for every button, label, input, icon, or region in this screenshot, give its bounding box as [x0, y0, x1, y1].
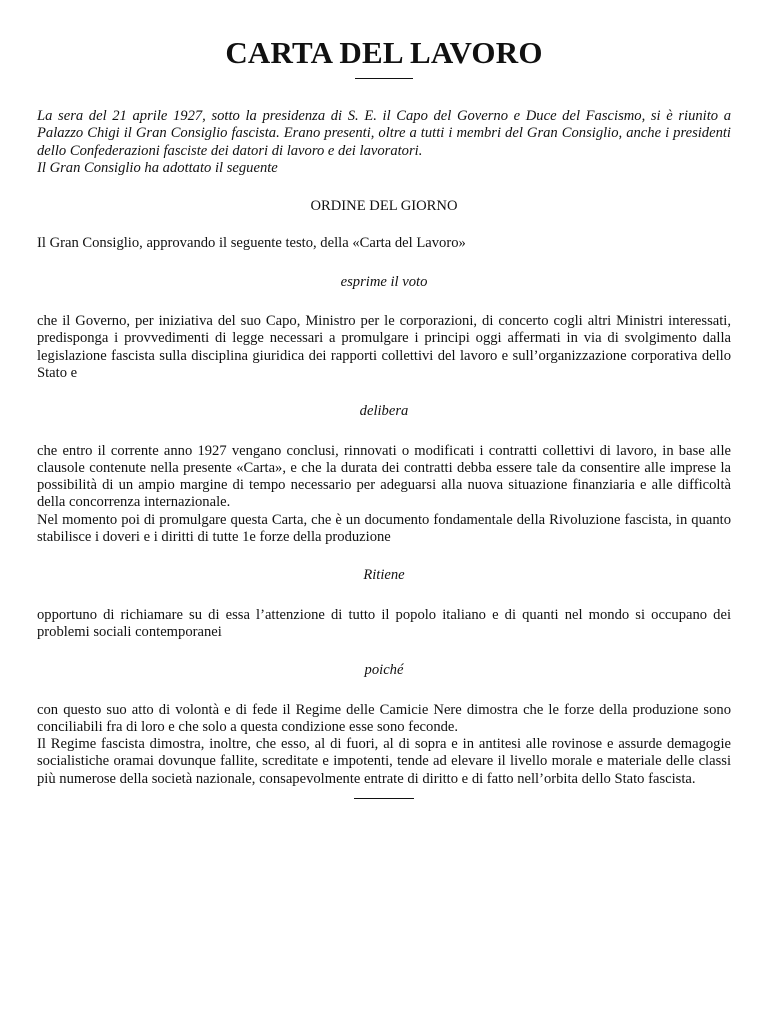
section-heading-poiche: poiché [364, 662, 404, 679]
section-heading-esprime: esprime il voto [340, 273, 428, 290]
section-paragraph: che entro il corrente anno 1927 vengano conclusi, rinnovati o modificati i contratti collettivi di lavoro, in base alle clausole contenute nella presente «Carta», e che la durata dei contratti debba essere tale da consentire alle imprese la possibilità di un ampio margine di tempo necessario per adeguarsi alla nuova situazione finanziaria e alle difficoltà della concorrenza internazionale. [37, 442, 731, 511]
section-paragraph: Nel momento poi di promulgare questa Carta, che è un documento fondamentale della Rivoluzione fascista, in quanto stabilisce i doveri e i diritti di tutte 1e forze della produzione [37, 511, 731, 546]
section-paragraph: con questo suo atto di volontà e di fede il Regime delle Camicie Nere dimostra che le forze della produzione sono conciliabili fra di loro e che solo a questa condizione esse sono feconde. [37, 701, 731, 735]
section-paragraph: opportuno di richiamare su di essa l’attenzione di tutto il popolo italiano e di quanti nel mondo si occupano dei problemi sociali contemporanei [37, 606, 731, 640]
document-page [37, 36, 731, 799]
intro-paragraph: Il Gran Consiglio ha adottato il seguente [37, 159, 278, 176]
closing-rule [354, 798, 414, 799]
section-paragraph: Il Regime fascista dimostra, inoltre, che esso, al di fuori, al di sopra e in antitesi alle rovinose e assurde demagogie socialistiche oramai dovunque fallite, screditate e impotenti, tende ad elevare il livello morale e materiale delle classi più numerose della società nazionale, consapevolmente entrate di diritto e di fatto nell’orbita dello Stato fascista. [37, 736, 731, 787]
order-of-day-heading: ORDINE DEL GIORNO [310, 198, 458, 215]
title-underline [355, 78, 413, 79]
approval-line: Il Gran Consiglio, approvando il seguente testo, della «Carta del Lavoro» [37, 235, 466, 252]
document-title: CARTA DEL LAVORO [225, 35, 543, 70]
section-paragraph: che il Governo, per iniziativa del suo Capo, Ministro per le corporazioni, di concerto cogli altri Ministri interessati, predisponga i provvedimenti di legge necessari a promulgare i principi oggi affermati in via di svolgimento dalla legislazione fascista sulla disciplina giuridica dei rapporti collettivi del lavoro e sull’organizzazione corporativa dello Stato e [37, 313, 731, 381]
section-heading-ritiene: Ritiene [363, 567, 405, 584]
section-heading-delibera: delibera [359, 403, 409, 420]
intro-paragraph: La sera del 21 aprile 1927, sotto la presidenza di S. E. il Capo del Governo e Duce del Fascismo, si è riunito a Palazzo Chigi il Gran Consiglio fascista. Erano presenti, oltre a tutti i membri del Gran Consiglio, anche i presidenti dello Confederazioni fasciste dei datori di lavoro e dei lavoratori. [37, 108, 731, 159]
